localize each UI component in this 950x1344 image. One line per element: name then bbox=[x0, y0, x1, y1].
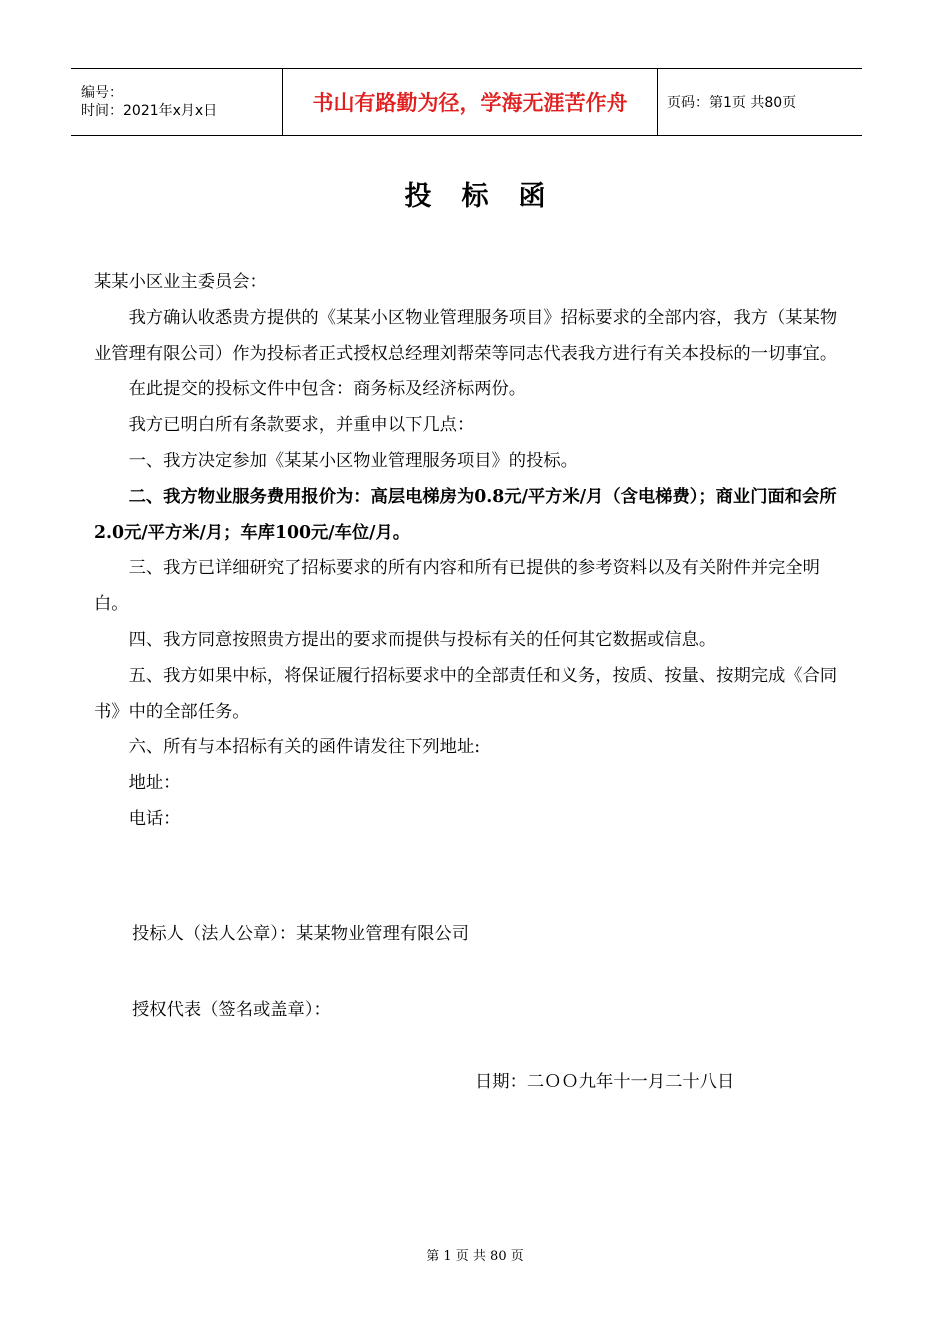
recipient: 某某小区业主委员会： bbox=[94, 272, 267, 292]
document-number-label: 编号： bbox=[81, 85, 123, 101]
header-meta bbox=[71, 69, 283, 136]
letter-body bbox=[94, 265, 844, 838]
paragraph-point-3: 三、我方已详细研究了招标要求的所有内容和所有已提供的参考资料以及有关附件并完全明白。 bbox=[94, 558, 820, 615]
phone-line: 电话： bbox=[128, 808, 181, 829]
address-line: 地址： bbox=[128, 773, 181, 794]
paragraph-point-6: 六、所有与本招标有关的函件请发往下列地址: bbox=[128, 737, 481, 758]
paragraph-points-intro: 我方已明白所有条款要求，并重申以下几点： bbox=[128, 415, 475, 436]
paragraph-point-5: 五、我方如果中标，将保证履行招标要求中的全部责任和义务，按质、按量、按期完成《合同书》中的全部任务。 bbox=[94, 665, 838, 722]
paragraph-point-4: 四、我方同意按照贵方提出的要求而提供与投标有关的任何其它数据或信息。 bbox=[128, 629, 717, 650]
document-time-label: 时间：2021年x月x日 bbox=[81, 103, 218, 119]
header-table bbox=[71, 68, 862, 136]
page-title: 投标函 bbox=[404, 181, 576, 212]
header-page-info: 页码：第1页 共80页 bbox=[658, 69, 863, 136]
paragraph-point-1: 一、我方决定参加《某某小区物业管理服务项目》的投标。 bbox=[128, 450, 578, 471]
bidder-line: 投标人（法人公章）：某某物业管理有限公司 bbox=[132, 924, 469, 944]
paragraph-documents: 在此提交的投标文件中包含：商务标及经济标两份。 bbox=[128, 379, 527, 400]
page-footer: 第 1 页 共 80 页 bbox=[426, 1249, 524, 1264]
paragraph-confirmation: 我方确认收悉贵方提供的《某某小区物业管理服务项目》招标要求的全部内容，我方（某某物业管理有限公司）作为投标者正式授权总经理刘帮荣等同志代表我方进行有关本投标的一切事宜。 bbox=[94, 307, 838, 364]
date-line: 日期：二ＯＯ九年十一月二十八日 bbox=[475, 1072, 735, 1092]
header-motto-cell bbox=[283, 69, 658, 136]
representative-line: 授权代表（签名或盖章）： bbox=[132, 1000, 331, 1020]
paragraph-point-2-price: 二、我方物业服务费用报价为：高层电梯房为0.8元/平方米/月（含电梯费）；商业门面和会所2.0元/平方米/月；车库100元/车位/月。 bbox=[94, 486, 837, 543]
motto: 书山有路勤为径，学海无涯苦作舟 bbox=[312, 91, 628, 115]
